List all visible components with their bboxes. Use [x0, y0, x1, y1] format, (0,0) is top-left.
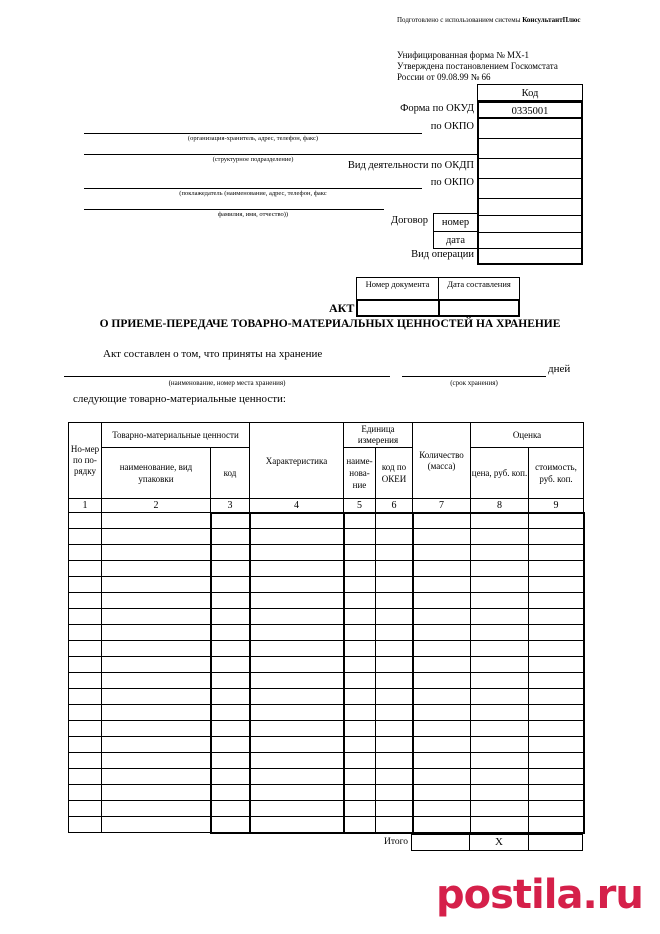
table-cell[interactable]	[529, 657, 584, 673]
table-cell[interactable]	[413, 593, 471, 609]
table-cell[interactable]	[529, 593, 584, 609]
fio-line[interactable]	[84, 209, 384, 210]
table-cell[interactable]	[471, 561, 529, 577]
table-cell[interactable]	[413, 769, 471, 785]
contract-date-label: дата	[445, 235, 466, 246]
operation-label: Вид операции	[411, 249, 474, 260]
table-cell[interactable]	[471, 593, 529, 609]
okud-code: 0335001	[477, 101, 583, 119]
okpo2-code[interactable]	[477, 179, 583, 199]
table-cell[interactable]	[413, 513, 471, 529]
table-cell[interactable]	[344, 673, 376, 689]
okpo2-label: по ОКПО	[430, 177, 474, 188]
table-cell[interactable]	[376, 593, 413, 609]
table-cell[interactable]	[102, 625, 211, 641]
table-row	[69, 657, 584, 673]
th-evaluation: Оценка	[471, 423, 584, 448]
form-header-line3: России от 09.08.99 № 66	[397, 72, 491, 82]
table-cell[interactable]	[344, 609, 376, 625]
table-cell[interactable]	[250, 753, 344, 769]
table-cell[interactable]	[211, 689, 250, 705]
table-row	[69, 561, 584, 577]
table-cell[interactable]	[211, 801, 250, 817]
table-cell[interactable]	[376, 721, 413, 737]
place-line[interactable]	[64, 376, 390, 377]
table-cell[interactable]	[376, 561, 413, 577]
table-cell[interactable]	[344, 817, 376, 833]
table-cell[interactable]	[69, 609, 102, 625]
table-row	[69, 513, 584, 529]
table-cell[interactable]	[102, 801, 211, 817]
th-quantity: Количество (масса)	[413, 423, 471, 499]
table-cell[interactable]	[529, 529, 584, 545]
table-cell[interactable]	[376, 529, 413, 545]
table-cell[interactable]	[250, 721, 344, 737]
table-cell[interactable]	[471, 545, 529, 561]
th-cost: стоимость, руб. коп.	[529, 448, 584, 499]
table-cell[interactable]	[413, 673, 471, 689]
table-cell[interactable]	[529, 721, 584, 737]
table-cell[interactable]	[211, 753, 250, 769]
doc-date-value[interactable]	[438, 299, 520, 317]
table-row	[69, 689, 584, 705]
table-row	[69, 817, 584, 833]
th-code: код	[211, 448, 250, 499]
goods-table	[68, 422, 585, 834]
table-cell[interactable]	[211, 609, 250, 625]
table-cell[interactable]	[250, 705, 344, 721]
act-subtitle: О ПРИЕМЕ-ПЕРЕДАЧЕ ТОВАРНО-МАТЕРИАЛЬНЫХ ЦЕННОСТЕЙ НА ХРАНЕНИЕ	[99, 318, 561, 330]
table-row	[69, 609, 584, 625]
table-cell[interactable]	[413, 625, 471, 641]
table-cell[interactable]	[376, 705, 413, 721]
table-cell[interactable]	[413, 529, 471, 545]
table-row	[69, 529, 584, 545]
table-cell[interactable]	[102, 561, 211, 577]
table-cell[interactable]	[529, 625, 584, 641]
table-cell[interactable]	[376, 769, 413, 785]
table-cell[interactable]	[344, 769, 376, 785]
table-cell[interactable]	[102, 593, 211, 609]
table-cell[interactable]	[211, 577, 250, 593]
table-cell[interactable]	[413, 689, 471, 705]
table-cell[interactable]	[529, 673, 584, 689]
table-cell[interactable]	[69, 625, 102, 641]
table-row	[69, 641, 584, 657]
table-cell[interactable]	[69, 769, 102, 785]
table-cell[interactable]	[102, 673, 211, 689]
table-cell[interactable]	[102, 705, 211, 721]
table-cell[interactable]	[413, 705, 471, 721]
table-cell[interactable]	[344, 641, 376, 657]
table-cell[interactable]	[102, 545, 211, 561]
org-caption: (организация-хранитель, адрес, телефон, факс)	[187, 135, 319, 142]
th-unit: Единица измерения	[344, 423, 413, 448]
table-cell[interactable]	[102, 817, 211, 833]
table-cell[interactable]	[529, 513, 584, 529]
act-title: АКТ	[329, 301, 355, 315]
table-cell[interactable]	[471, 801, 529, 817]
table-row	[69, 545, 584, 561]
contract-date-code[interactable]	[477, 233, 583, 249]
top-note-prefix: Подготовлено с использованием системы	[397, 16, 523, 24]
table-cell[interactable]	[69, 577, 102, 593]
place-caption: (наименование, номер места хранения)	[168, 379, 286, 387]
table-cell[interactable]	[413, 721, 471, 737]
table-cell[interactable]	[376, 673, 413, 689]
table-cell[interactable]	[471, 769, 529, 785]
table-cell[interactable]	[376, 737, 413, 753]
table-cell[interactable]	[250, 689, 344, 705]
table-cell[interactable]	[211, 769, 250, 785]
okpo1-label: по ОКПО	[430, 121, 474, 132]
table-cell[interactable]	[344, 561, 376, 577]
table-row	[69, 593, 584, 609]
top-note	[397, 16, 580, 24]
table-cell[interactable]	[376, 577, 413, 593]
table-cell[interactable]	[211, 593, 250, 609]
table-cell[interactable]	[69, 737, 102, 753]
table-cell[interactable]	[211, 673, 250, 689]
th-name: наименование, вид упаковки	[102, 448, 211, 499]
table-cell[interactable]	[413, 609, 471, 625]
intro-text: Акт составлен о том, что приняты на хранение	[103, 348, 323, 360]
total-row	[411, 834, 583, 851]
table-cell[interactable]	[529, 785, 584, 801]
table-cell[interactable]	[471, 657, 529, 673]
dept-line[interactable]	[84, 154, 477, 155]
okud-label: Форма по ОКУД	[400, 103, 474, 114]
contract-number-label: номер	[434, 214, 477, 232]
table-cell[interactable]	[471, 785, 529, 801]
table-cell[interactable]	[211, 657, 250, 673]
table-cell[interactable]	[250, 769, 344, 785]
total-price-x: Х	[470, 835, 529, 850]
table-cell[interactable]	[69, 657, 102, 673]
table-row	[69, 785, 584, 801]
table-cell[interactable]	[250, 577, 344, 593]
col-number-8: 8	[471, 499, 529, 513]
okpo1-code[interactable]	[477, 119, 583, 139]
table-cell[interactable]	[413, 577, 471, 593]
table-cell[interactable]	[413, 785, 471, 801]
table-cell[interactable]	[529, 545, 584, 561]
operation-code[interactable]	[477, 249, 583, 265]
table-row	[69, 753, 584, 769]
doc-number-label: Номер документа	[357, 278, 439, 300]
contract-label: Договор	[390, 215, 428, 226]
table-cell[interactable]	[102, 657, 211, 673]
table-cell[interactable]	[69, 817, 102, 833]
col-number-6: 6	[376, 499, 413, 513]
th-number: Но-мер по по-рядку	[69, 423, 102, 499]
col-number-9: 9	[529, 499, 584, 513]
table-cell[interactable]	[529, 689, 584, 705]
table-cell[interactable]	[344, 513, 376, 529]
table-cell[interactable]	[344, 577, 376, 593]
table-row	[69, 769, 584, 785]
table-cell[interactable]	[413, 657, 471, 673]
table-cell[interactable]	[211, 529, 250, 545]
table-cell[interactable]	[344, 705, 376, 721]
table-cell[interactable]	[376, 609, 413, 625]
col-number-3: 3	[211, 499, 250, 513]
table-cell[interactable]	[211, 625, 250, 641]
days-text: дней	[548, 363, 571, 375]
table-cell[interactable]	[376, 641, 413, 657]
fio-caption: фамилия, имя, отчество))	[217, 211, 289, 218]
table-cell[interactable]	[529, 641, 584, 657]
table-cell[interactable]	[69, 545, 102, 561]
table-cell[interactable]	[69, 705, 102, 721]
table-cell[interactable]	[211, 817, 250, 833]
table-cell[interactable]	[102, 577, 211, 593]
table-cell[interactable]	[413, 801, 471, 817]
table-cell[interactable]	[344, 721, 376, 737]
table-cell[interactable]	[250, 641, 344, 657]
form-header-line2: Утверждена постановлением Госкомстата	[397, 61, 558, 71]
table-cell[interactable]	[413, 545, 471, 561]
table-cell[interactable]	[102, 529, 211, 545]
table-cell[interactable]	[102, 737, 211, 753]
table-cell[interactable]	[529, 801, 584, 817]
th-price: цена, руб. коп.	[471, 448, 529, 499]
table-cell[interactable]	[69, 673, 102, 689]
table-cell[interactable]	[344, 689, 376, 705]
table-cell[interactable]	[250, 801, 344, 817]
table-cell[interactable]	[376, 513, 413, 529]
table-cell[interactable]	[250, 625, 344, 641]
table-cell[interactable]	[69, 801, 102, 817]
okdp-code[interactable]	[477, 159, 583, 179]
table-row	[69, 705, 584, 721]
th-okei: код по ОКЕИ	[376, 448, 413, 499]
table-cell[interactable]	[250, 529, 344, 545]
table-cell[interactable]	[529, 705, 584, 721]
col-number-7: 7	[413, 499, 471, 513]
table-cell[interactable]	[413, 641, 471, 657]
table-cell[interactable]	[211, 641, 250, 657]
table-cell[interactable]	[344, 737, 376, 753]
table-cell[interactable]	[529, 577, 584, 593]
table-cell[interactable]	[344, 657, 376, 673]
table-cell[interactable]	[344, 625, 376, 641]
table-cell[interactable]	[102, 785, 211, 801]
table-cell[interactable]	[376, 625, 413, 641]
table-cell[interactable]	[376, 801, 413, 817]
table-cell[interactable]	[69, 593, 102, 609]
table-cell[interactable]	[69, 785, 102, 801]
dept-code[interactable]	[477, 139, 583, 159]
table-cell[interactable]	[250, 513, 344, 529]
table-row	[69, 625, 584, 641]
form-header-line1: Унифицированная форма № МХ-1	[397, 50, 530, 60]
table-cell[interactable]	[471, 817, 529, 833]
org-line[interactable]	[84, 133, 422, 134]
depositor-caption: (поклажедатель (наименование, адрес, телефон, факс	[179, 190, 327, 197]
total-label: Итого	[384, 837, 409, 847]
term-line[interactable]	[402, 376, 546, 377]
table-cell[interactable]	[471, 641, 529, 657]
table-cell[interactable]	[211, 545, 250, 561]
top-note-brand: КонсультантПлюс	[522, 16, 581, 24]
table-cell[interactable]	[376, 689, 413, 705]
table-cell[interactable]	[250, 673, 344, 689]
table-cell[interactable]	[344, 753, 376, 769]
column-numbers-row	[69, 499, 584, 513]
total-quantity[interactable]	[412, 835, 470, 850]
following-text: следующие товарно-материальные ценности:	[73, 393, 286, 405]
table-cell[interactable]	[69, 529, 102, 545]
table-cell[interactable]	[211, 721, 250, 737]
table-cell[interactable]	[250, 561, 344, 577]
table-cell[interactable]	[413, 753, 471, 769]
table-cell[interactable]	[376, 657, 413, 673]
table-cell[interactable]	[102, 513, 211, 529]
table-cell[interactable]	[211, 561, 250, 577]
table-cell[interactable]	[413, 737, 471, 753]
table-cell[interactable]	[250, 817, 344, 833]
table-cell[interactable]	[102, 753, 211, 769]
table-cell[interactable]	[69, 721, 102, 737]
table-cell[interactable]	[471, 529, 529, 545]
table-cell[interactable]	[529, 753, 584, 769]
table-cell[interactable]	[69, 641, 102, 657]
table-cell[interactable]	[250, 545, 344, 561]
table-cell[interactable]	[344, 529, 376, 545]
table-cell[interactable]	[529, 737, 584, 753]
table-cell[interactable]	[69, 561, 102, 577]
code-box	[477, 84, 583, 265]
table-cell[interactable]	[471, 609, 529, 625]
form-header	[397, 50, 558, 83]
table-cell[interactable]	[471, 577, 529, 593]
contract-subbox	[433, 213, 477, 249]
table-row	[69, 721, 584, 737]
doc-number-box	[356, 277, 520, 317]
depositor-code[interactable]	[477, 199, 583, 216]
table-cell[interactable]	[211, 737, 250, 753]
table-cell[interactable]	[102, 641, 211, 657]
table-cell[interactable]	[471, 705, 529, 721]
table-cell[interactable]	[376, 753, 413, 769]
th-unit-name: наиме-нова-ние	[344, 448, 376, 499]
okdp-label: Вид деятельности по ОКДП	[347, 160, 474, 171]
table-cell[interactable]	[69, 753, 102, 769]
contract-number-code[interactable]	[477, 216, 583, 233]
table-cell[interactable]	[250, 609, 344, 625]
table-row	[69, 737, 584, 753]
col-number-5: 5	[344, 499, 376, 513]
table-cell[interactable]	[471, 625, 529, 641]
table-cell[interactable]	[69, 513, 102, 529]
table-cell[interactable]	[471, 737, 529, 753]
th-goods: Товарно-материальные ценности	[102, 423, 250, 448]
col-number-2: 2	[102, 499, 211, 513]
col-number-1: 1	[69, 499, 102, 513]
table-cell[interactable]	[413, 561, 471, 577]
table-cell[interactable]	[344, 545, 376, 561]
postila-watermark: postila.ru	[436, 872, 643, 918]
table-cell[interactable]	[471, 673, 529, 689]
table-cell[interactable]	[529, 561, 584, 577]
dept-caption: (структурное подразделение)	[212, 156, 294, 163]
table-cell[interactable]	[529, 817, 584, 833]
table-cell[interactable]	[211, 513, 250, 529]
table-cell[interactable]	[102, 769, 211, 785]
table-cell[interactable]	[376, 545, 413, 561]
table-row	[69, 673, 584, 689]
table-cell[interactable]	[102, 721, 211, 737]
table-cell[interactable]	[376, 817, 413, 833]
table-row	[69, 577, 584, 593]
table-cell[interactable]	[344, 785, 376, 801]
table-cell[interactable]	[344, 593, 376, 609]
table-cell[interactable]	[471, 753, 529, 769]
table-cell[interactable]	[102, 609, 211, 625]
table-cell[interactable]	[471, 689, 529, 705]
table-row	[69, 801, 584, 817]
table-cell[interactable]	[413, 817, 471, 833]
term-caption: (срок хранения)	[450, 379, 498, 387]
table-cell[interactable]	[102, 689, 211, 705]
doc-number-value[interactable]	[356, 299, 440, 317]
table-cell[interactable]	[471, 513, 529, 529]
table-cell[interactable]	[250, 785, 344, 801]
th-characteristics: Характеристика	[250, 423, 344, 499]
code-header: Код	[477, 84, 583, 101]
table-cell[interactable]	[250, 737, 344, 753]
col-number-4: 4	[250, 499, 344, 513]
table-cell[interactable]	[250, 657, 344, 673]
depositor-line[interactable]	[84, 188, 422, 189]
total-cost[interactable]	[529, 835, 582, 850]
table-cell[interactable]	[376, 785, 413, 801]
table-cell[interactable]	[69, 689, 102, 705]
table-cell[interactable]	[529, 769, 584, 785]
table-cell[interactable]	[250, 593, 344, 609]
table-cell[interactable]	[211, 785, 250, 801]
table-cell[interactable]	[529, 609, 584, 625]
table-cell[interactable]	[344, 801, 376, 817]
table-cell[interactable]	[211, 705, 250, 721]
table-cell[interactable]	[471, 721, 529, 737]
doc-date-label: Дата составления	[439, 278, 519, 300]
